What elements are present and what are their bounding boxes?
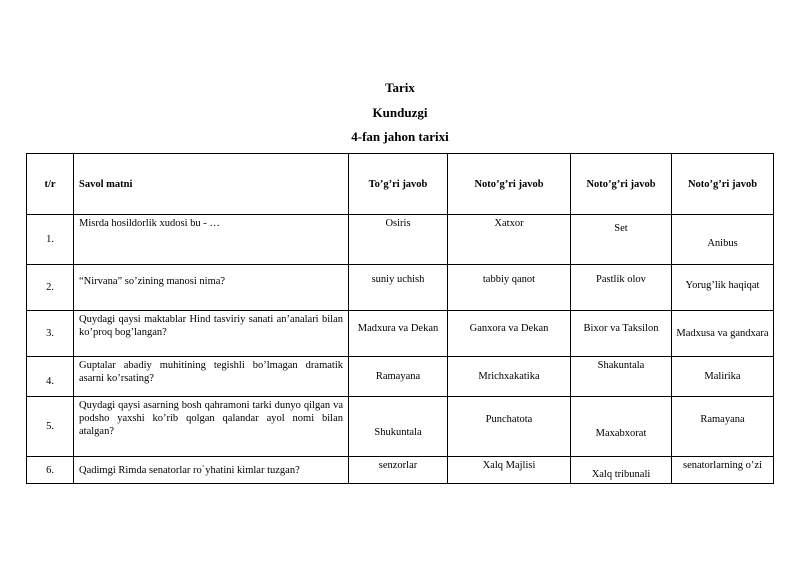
question-text: Quydagi qaysi maktablar Hind tasviriy sanati an’analari bilan ko’proq bog’langan? <box>74 311 349 357</box>
table-row <box>27 215 774 265</box>
wrong-answer: Xalq tribunali <box>571 457 672 484</box>
correct-answer: Shukuntala <box>349 397 448 457</box>
question-text: Quydagi qaysi asarning bosh qahramoni tarki dunyo qilgan va podsho yaxshi ko’rib qolgan qalandar ayol nomi bilan atalgan? <box>74 397 349 457</box>
question-text: “Nirvana” so’zining manosi nima? <box>74 265 349 311</box>
wrong-answer: Madxusa va gandxara <box>672 311 774 357</box>
wrong-answer: Bixor va Taksilon <box>571 311 672 357</box>
correct-answer: Osiris <box>349 215 448 265</box>
row-number: 1. <box>27 215 74 265</box>
row-number: 3. <box>27 311 74 357</box>
row-number: 5. <box>27 397 74 457</box>
row-number: 6. <box>27 457 74 484</box>
document-subtitle: Kunduzgi <box>372 105 428 120</box>
table-row <box>27 265 774 311</box>
column-header-number: t/r <box>27 154 74 215</box>
table-row <box>27 311 774 357</box>
wrong-answer: Pastlik olov <box>571 265 672 311</box>
column-header-wrong-answer: Noto’g’ri javob <box>672 154 774 215</box>
questions-table <box>26 153 774 484</box>
wrong-answer: Ramayana <box>672 397 774 457</box>
column-header-correct-answer: To’g’ri javob <box>349 154 448 215</box>
wrong-answer: Xatxor <box>448 215 571 265</box>
correct-answer: Madxura va Dekan <box>349 311 448 357</box>
wrong-answer: Maxabxorat <box>571 397 672 457</box>
wrong-answer: Xalq Majlisi <box>448 457 571 484</box>
wrong-answer: Anibus <box>672 215 774 265</box>
wrong-answer: Shakuntala <box>571 357 672 397</box>
table-row <box>27 397 774 457</box>
correct-answer: senzorlar <box>349 457 448 484</box>
column-header-wrong-answer: Noto’g’ri javob <box>571 154 672 215</box>
wrong-answer: Yorug’lik haqiqat <box>672 265 774 311</box>
question-text: Misrda hosildorlik xudosi bu - … <box>74 215 349 265</box>
wrong-answer: Set <box>571 215 672 265</box>
wrong-answer: senatorlarning o’zi <box>672 457 774 484</box>
question-text: Qadimgi Rimda senatorlar ro`yhatini kimlar tuzgan? <box>74 457 349 484</box>
wrong-answer: Ganxora va Dekan <box>448 311 571 357</box>
row-number: 4. <box>27 357 74 397</box>
table-header-row <box>27 154 774 215</box>
row-number: 2. <box>27 265 74 311</box>
wrong-answer: Mrichxakatika <box>448 357 571 397</box>
correct-answer: Ramayana <box>349 357 448 397</box>
wrong-answer: tabbiy qanot <box>448 265 571 311</box>
course-title: 4-fan jahon tarixi <box>351 129 449 144</box>
document-title: Tarix <box>385 80 415 95</box>
table-row <box>27 357 774 397</box>
wrong-answer: Punchatota <box>448 397 571 457</box>
column-header-wrong-answer: Noto’g’ri javob <box>448 154 571 215</box>
table-row <box>27 457 774 484</box>
correct-answer: suniy uchish <box>349 265 448 311</box>
question-text: Guptalar abadiy muhitining tegishli bo’lmagan dramatik asarni ko’rsating? <box>74 357 349 397</box>
column-header-question: Savol matni <box>74 154 349 215</box>
wrong-answer: Malirika <box>672 357 774 397</box>
